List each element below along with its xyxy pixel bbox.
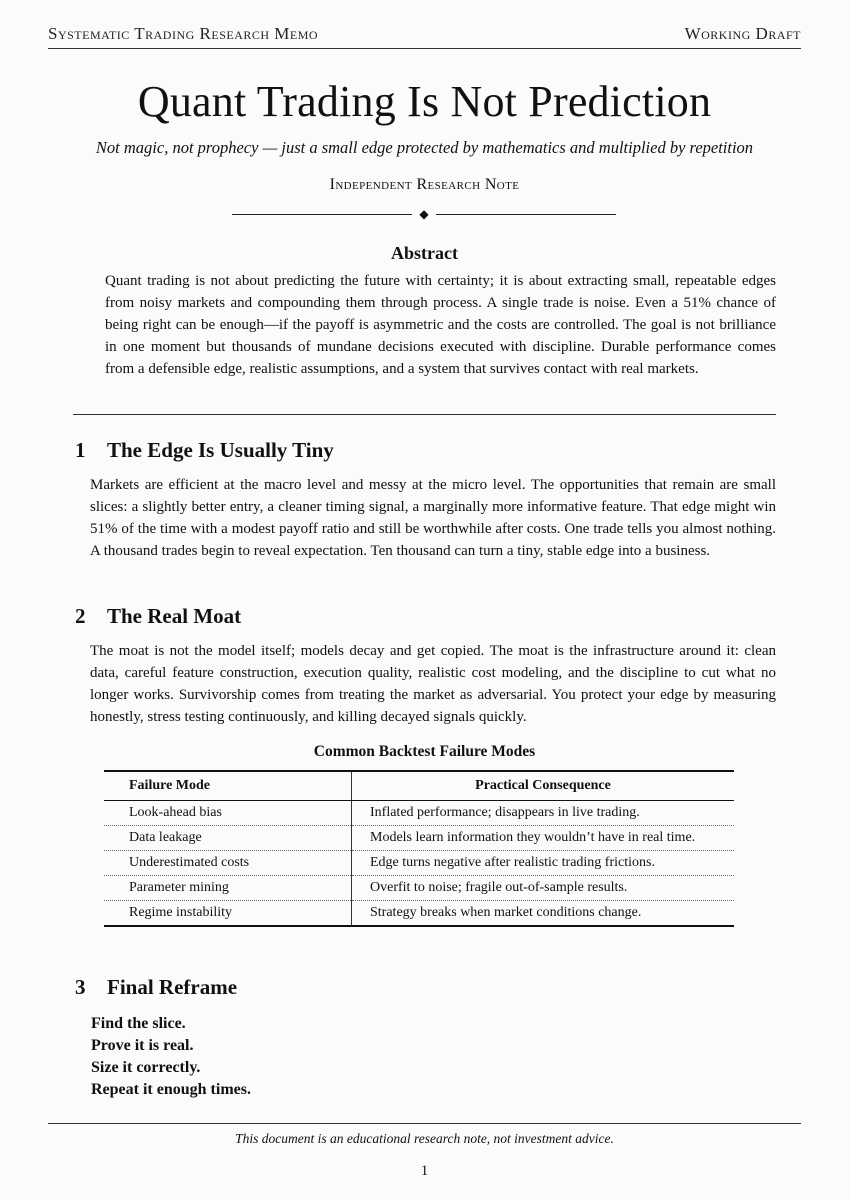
section-title: Final Reframe [107, 975, 238, 999]
table-header-cell: Failure Mode [104, 771, 352, 801]
note-label: Independent Research Note [329, 176, 520, 193]
section-1-text: Markets are efficient at the macro level and messy at the micro level. The opportunities that remain are small slices: a slightly better entry, a cleaner timing signal, a marginally more informative feature. That edge might win 51% of the time with a modest payoff ratio and still be worthwhile after costs. One trade tells you almost nothing. A thousand trades begin to reveal expectation. Ten thousand can turn a tiny, stable edge into a business. [90, 477, 776, 559]
running-header-left: Systematic Trading Research Memo [48, 24, 319, 43]
document-title: Quant Trading Is Not Prediction [137, 77, 712, 126]
table-header-cell: Practical Consequence [352, 771, 735, 801]
title-ornament [232, 206, 616, 222]
list-item: Prove it is real. [91, 1037, 194, 1054]
table-row [104, 876, 734, 901]
page-number: 1 [420, 1163, 429, 1179]
table-cell: Underestimated costs [104, 851, 352, 876]
table-cell: Edge turns negative after realistic trading frictions. [352, 851, 735, 876]
abstract-text: Quant trading is not about predicting the future with certainty; it is about extracting small, repeatable edges from noisy markets and compounding them through process. A single trade is noise. Even a 51% chance of being right can be enough—if the payoff is asymmetric and the costs are controlled. The goal is not brilliance in one moment but thousands of mundane decisions executed with discipline. Durable performance comes from a defensible edge, realistic assumptions, and a system that survives contact with real markets. [105, 273, 776, 377]
table-row [104, 801, 734, 826]
ornament-rule-left [232, 214, 412, 215]
section-divider [73, 414, 776, 415]
list-item: Find the slice. [91, 1015, 186, 1032]
section-number: 3 [75, 975, 86, 999]
document-subtitle: Not magic, not prophecy — just a small edge protected by mathematics and multiplied by repetition [95, 138, 754, 157]
section-number: 1 [75, 438, 86, 462]
reframe-list [91, 1013, 251, 1101]
table-row [104, 901, 734, 927]
table-row [104, 826, 734, 851]
table-cell: Strategy breaks when market conditions change. [352, 901, 735, 927]
section-2-text: The moat is not the model itself; models decay and get copied. The moat is the infrastructure around it: clean data, careful feature construction, execution quality, realistic cost modeling, and the discipline to cut what no longer works. Survivorship comes from treating the market as adversarial. You protect your edge by measuring honestly, stress testing continuously, and killing decayed signals quickly. [90, 643, 776, 725]
section-title: The Edge Is Usually Tiny [107, 438, 334, 462]
table-row [104, 851, 734, 876]
table-caption: Common Backtest Failure Modes [313, 743, 536, 760]
section-heading-2 [75, 604, 241, 629]
footer-disclaimer: This document is an educational research note, not investment advice. [235, 1131, 614, 1146]
section-heading-3 [75, 975, 237, 1000]
section-heading-1 [75, 438, 334, 463]
running-header-right: Working Draft [684, 24, 801, 43]
abstract-heading: Abstract [391, 243, 458, 263]
footer-rule [48, 1123, 801, 1124]
list-item: Repeat it enough times. [91, 1081, 251, 1098]
section-number: 2 [75, 604, 86, 628]
table-cell: Inflated performance; disappears in live trading. [352, 801, 735, 826]
table-cell: Overfit to noise; fragile out-of-sample results. [352, 876, 735, 901]
list-item: Size it correctly. [91, 1059, 201, 1076]
diamond-icon: ◆ [419, 207, 429, 221]
table-header-row [104, 771, 734, 801]
running-header [48, 24, 801, 49]
section-title: The Real Moat [107, 604, 242, 628]
failure-modes-table [104, 770, 734, 927]
table-cell: Regime instability [129, 905, 233, 920]
table-cell: Look-ahead bias [104, 801, 352, 826]
table-cell: Parameter mining [104, 876, 352, 901]
table-cell: Data leakage [104, 826, 352, 851]
table-cell: Models learn information they wouldn’t have in real time. [352, 826, 735, 851]
ornament-rule-right [436, 214, 616, 215]
